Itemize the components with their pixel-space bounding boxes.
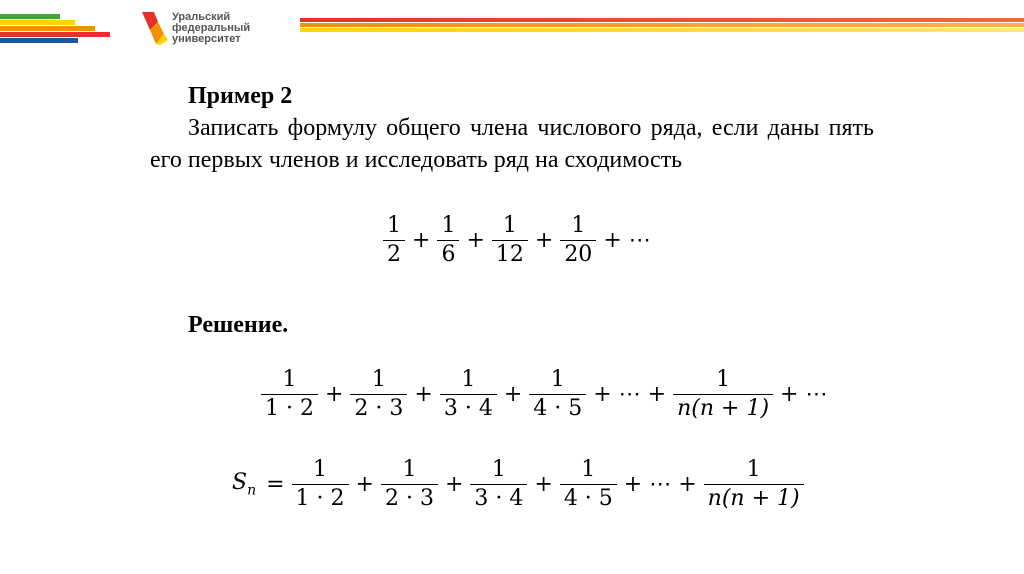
solution-2-fraction-3: $\frac{1}{3 \cdot 4}$	[470, 456, 527, 513]
solution-2-fraction-4: $\frac{1}{4 \cdot 5}$	[560, 456, 617, 513]
logo-mark-icon	[140, 10, 170, 46]
logo-line-2: федеральный	[172, 22, 251, 34]
ural-university-logo	[140, 10, 300, 46]
logo-line-1: Уральский	[172, 11, 231, 23]
header-stripes-right	[300, 18, 1024, 38]
example-block	[150, 80, 874, 176]
series-fraction-2: $\frac{1}{6}$	[437, 212, 459, 269]
solution-2-fraction-1: $\frac{1}{1 \cdot 2}$	[292, 456, 349, 513]
solution-2-middle: + ⋯ +	[623, 472, 697, 497]
partial-sum-symbol: $S_n$	[232, 470, 257, 499]
solution-1-fraction-2: $\frac{1}{2 \cdot 3}$	[350, 366, 407, 423]
series-formula: $\frac{1}{2}$ + $\frac{1}{6}$ + $\frac{1}{12}$ + $\frac{1}{20}$ + ⋯	[380, 212, 655, 269]
solution-1-tail: + ⋯	[780, 382, 828, 407]
solution-1-middle: + ⋯ +	[593, 382, 667, 407]
solution-line-2: $S_n$ = $\frac{1}{1 \cdot 2}$ + $\frac{1}{2 \cdot 3}$ + $\frac{1}{3 \cdot 4}$ + $\frac{1}{4 \cdot 5}$ + ⋯ + $\frac{1}{n(n + 1)}$	[232, 456, 807, 513]
header-stripes-left	[0, 14, 120, 46]
series-fraction-3: $\frac{1}{12}$	[492, 212, 528, 269]
series-tail: + ⋯	[603, 228, 651, 253]
logo-text	[172, 12, 250, 45]
equals-sign: =	[266, 472, 285, 497]
solution-1-general-term: $\frac{1}{n(n + 1)}$	[673, 366, 773, 423]
example-title: Пример 2	[188, 83, 293, 109]
logo-line-3: университет	[172, 33, 241, 45]
example-text: Записать формулу общего члена числового ряда, если даны пять его первых членов и исследовать ряд на сходимость	[150, 115, 874, 173]
solution-1-fraction-1: $\frac{1}{1 \cdot 2}$	[261, 366, 318, 423]
solution-title: Решение.	[188, 312, 289, 338]
solution-line-1: $\frac{1}{1 \cdot 2}$ + $\frac{1}{2 \cdot 3}$ + $\frac{1}{3 \cdot 4}$ + $\frac{1}{4 \cdot 5}$ + ⋯ + $\frac{1}{n(n + 1)}$ + ⋯	[258, 366, 831, 423]
solution-2-general-term: $\frac{1}{n(n + 1)}$	[704, 456, 804, 513]
series-fraction-1: $\frac{1}{2}$	[383, 212, 405, 269]
solution-2-fraction-2: $\frac{1}{2 \cdot 3}$	[381, 456, 438, 513]
series-fraction-4: $\frac{1}{20}$	[560, 212, 596, 269]
solution-1-fraction-4: $\frac{1}{4 \cdot 5}$	[529, 366, 586, 423]
solution-1-fraction-3: $\frac{1}{3 \cdot 4}$	[440, 366, 497, 423]
